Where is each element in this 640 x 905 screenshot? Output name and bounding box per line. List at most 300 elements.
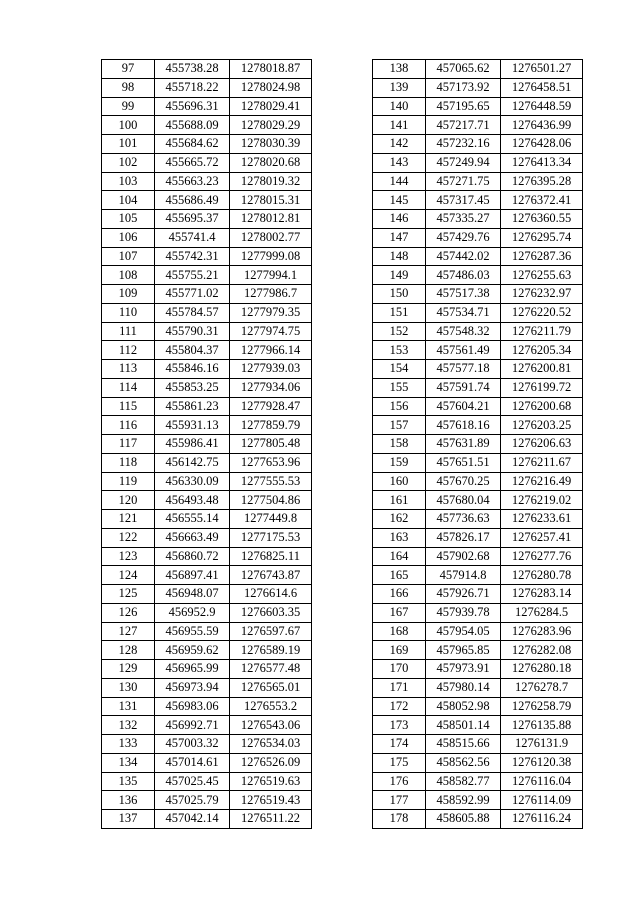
x-coordinate-cell: 455688.09 xyxy=(155,116,230,135)
table-row xyxy=(102,435,312,454)
x-coordinate-cell: 457973.91 xyxy=(426,660,501,679)
x-coordinate-cell: 457042.14 xyxy=(155,810,230,829)
table-row xyxy=(373,753,583,772)
point-number-cell: 167 xyxy=(373,603,426,622)
y-coordinate-cell: 1276283.96 xyxy=(501,622,583,641)
table-row xyxy=(373,416,583,435)
y-coordinate-cell: 1276255.63 xyxy=(501,266,583,285)
y-coordinate-cell: 1276200.68 xyxy=(501,397,583,416)
table-row xyxy=(373,453,583,472)
x-coordinate-cell: 458562.56 xyxy=(426,753,501,772)
table-row xyxy=(102,603,312,622)
table-row xyxy=(102,341,312,360)
y-coordinate-cell: 1277999.08 xyxy=(230,247,312,266)
point-number-cell: 156 xyxy=(373,397,426,416)
point-number-cell: 116 xyxy=(102,416,155,435)
x-coordinate-cell: 455665.72 xyxy=(155,153,230,172)
x-coordinate-cell: 457486.03 xyxy=(426,266,501,285)
table-row xyxy=(102,791,312,810)
point-number-cell: 133 xyxy=(102,735,155,754)
x-coordinate-cell: 458592.99 xyxy=(426,791,501,810)
table-row xyxy=(373,153,583,172)
y-coordinate-cell: 1278024.98 xyxy=(230,78,312,97)
table-row xyxy=(102,78,312,97)
point-number-cell: 165 xyxy=(373,566,426,585)
x-coordinate-cell: 457604.21 xyxy=(426,397,501,416)
point-number-cell: 113 xyxy=(102,360,155,379)
x-coordinate-cell: 456973.94 xyxy=(155,678,230,697)
x-coordinate-cell: 457534.71 xyxy=(426,303,501,322)
point-number-cell: 137 xyxy=(102,810,155,829)
x-coordinate-cell: 457914.8 xyxy=(426,566,501,585)
table-row xyxy=(102,472,312,491)
point-number-cell: 112 xyxy=(102,341,155,360)
point-number-cell: 173 xyxy=(373,716,426,735)
x-coordinate-cell: 455684.62 xyxy=(155,135,230,154)
x-coordinate-cell: 455861.23 xyxy=(155,397,230,416)
x-coordinate-cell: 455790.31 xyxy=(155,322,230,341)
point-number-cell: 131 xyxy=(102,697,155,716)
y-coordinate-cell: 1276501.27 xyxy=(501,60,583,79)
x-coordinate-cell: 457025.45 xyxy=(155,772,230,791)
y-coordinate-cell: 1278015.31 xyxy=(230,191,312,210)
table-row xyxy=(102,135,312,154)
point-number-cell: 99 xyxy=(102,97,155,116)
table-row xyxy=(102,772,312,791)
x-coordinate-cell: 457631.89 xyxy=(426,435,501,454)
x-coordinate-cell: 456955.59 xyxy=(155,622,230,641)
point-number-cell: 149 xyxy=(373,266,426,285)
point-number-cell: 170 xyxy=(373,660,426,679)
x-coordinate-cell: 456959.62 xyxy=(155,641,230,660)
point-number-cell: 109 xyxy=(102,285,155,304)
table-row xyxy=(102,172,312,191)
table-row xyxy=(373,510,583,529)
y-coordinate-cell: 1276232.97 xyxy=(501,285,583,304)
x-coordinate-cell: 456493.48 xyxy=(155,491,230,510)
table-row xyxy=(373,791,583,810)
x-coordinate-cell: 456948.07 xyxy=(155,585,230,604)
y-coordinate-cell: 1276458.51 xyxy=(501,78,583,97)
table-row xyxy=(373,397,583,416)
x-coordinate-cell: 457003.32 xyxy=(155,735,230,754)
point-number-cell: 101 xyxy=(102,135,155,154)
table-row xyxy=(373,641,583,660)
table-row xyxy=(102,510,312,529)
y-coordinate-cell: 1276597.67 xyxy=(230,622,312,641)
point-number-cell: 118 xyxy=(102,453,155,472)
x-coordinate-cell: 457680.04 xyxy=(426,491,501,510)
x-coordinate-cell: 457939.78 xyxy=(426,603,501,622)
y-coordinate-cell: 1277994.1 xyxy=(230,266,312,285)
y-coordinate-cell: 1276743.87 xyxy=(230,566,312,585)
y-coordinate-cell: 1276258.79 xyxy=(501,697,583,716)
x-coordinate-cell: 457217.71 xyxy=(426,116,501,135)
y-coordinate-cell: 1276553.2 xyxy=(230,697,312,716)
x-coordinate-cell: 455695.37 xyxy=(155,210,230,229)
table-row xyxy=(373,78,583,97)
point-number-cell: 106 xyxy=(102,228,155,247)
point-number-cell: 111 xyxy=(102,322,155,341)
x-coordinate-cell: 458515.66 xyxy=(426,735,501,754)
point-number-cell: 177 xyxy=(373,791,426,810)
table-row xyxy=(102,397,312,416)
table-row xyxy=(102,753,312,772)
y-coordinate-cell: 1276543.06 xyxy=(230,716,312,735)
y-coordinate-cell: 1276282.08 xyxy=(501,641,583,660)
y-coordinate-cell: 1277449.8 xyxy=(230,510,312,529)
y-coordinate-cell: 1278018.87 xyxy=(230,60,312,79)
y-coordinate-cell: 1276565.01 xyxy=(230,678,312,697)
y-coordinate-cell: 1276287.36 xyxy=(501,247,583,266)
y-coordinate-cell: 1276120.38 xyxy=(501,753,583,772)
y-coordinate-cell: 1276589.19 xyxy=(230,641,312,660)
x-coordinate-cell: 457173.92 xyxy=(426,78,501,97)
table-row xyxy=(373,716,583,735)
point-number-cell: 150 xyxy=(373,285,426,304)
y-coordinate-cell: 1277986.7 xyxy=(230,285,312,304)
x-coordinate-cell: 455742.31 xyxy=(155,247,230,266)
x-coordinate-cell: 457618.16 xyxy=(426,416,501,435)
x-coordinate-cell: 456555.14 xyxy=(155,510,230,529)
x-coordinate-cell: 458582.77 xyxy=(426,772,501,791)
x-coordinate-cell: 457442.02 xyxy=(426,247,501,266)
x-coordinate-cell: 457591.74 xyxy=(426,378,501,397)
y-coordinate-cell: 1276428.06 xyxy=(501,135,583,154)
point-number-cell: 108 xyxy=(102,266,155,285)
point-number-cell: 176 xyxy=(373,772,426,791)
y-coordinate-cell: 1278029.41 xyxy=(230,97,312,116)
table-row xyxy=(373,547,583,566)
point-number-cell: 115 xyxy=(102,397,155,416)
point-number-cell: 153 xyxy=(373,341,426,360)
x-coordinate-cell: 456860.72 xyxy=(155,547,230,566)
point-number-cell: 143 xyxy=(373,153,426,172)
table-row xyxy=(373,603,583,622)
y-coordinate-cell: 1276577.48 xyxy=(230,660,312,679)
x-coordinate-cell: 458605.88 xyxy=(426,810,501,829)
x-coordinate-cell: 457025.79 xyxy=(155,791,230,810)
table-row xyxy=(102,322,312,341)
x-coordinate-cell: 457317.45 xyxy=(426,191,501,210)
y-coordinate-cell: 1276211.79 xyxy=(501,322,583,341)
table-row xyxy=(102,453,312,472)
point-number-cell: 117 xyxy=(102,435,155,454)
point-number-cell: 125 xyxy=(102,585,155,604)
point-number-cell: 145 xyxy=(373,191,426,210)
table-row xyxy=(373,622,583,641)
point-number-cell: 162 xyxy=(373,510,426,529)
point-number-cell: 166 xyxy=(373,585,426,604)
point-number-cell: 123 xyxy=(102,547,155,566)
table-row xyxy=(102,622,312,641)
y-coordinate-cell: 1276511.22 xyxy=(230,810,312,829)
x-coordinate-cell: 455696.31 xyxy=(155,97,230,116)
x-coordinate-cell: 458052.98 xyxy=(426,697,501,716)
point-number-cell: 107 xyxy=(102,247,155,266)
point-number-cell: 126 xyxy=(102,603,155,622)
table-row xyxy=(373,772,583,791)
y-coordinate-cell: 1276216.49 xyxy=(501,472,583,491)
point-number-cell: 169 xyxy=(373,641,426,660)
y-coordinate-cell: 1276448.59 xyxy=(501,97,583,116)
y-coordinate-cell: 1277555.53 xyxy=(230,472,312,491)
table-row xyxy=(102,285,312,304)
point-number-cell: 132 xyxy=(102,716,155,735)
x-coordinate-cell: 455931.13 xyxy=(155,416,230,435)
y-coordinate-cell: 1276280.78 xyxy=(501,566,583,585)
x-coordinate-cell: 457736.63 xyxy=(426,510,501,529)
table-row xyxy=(373,660,583,679)
y-coordinate-cell: 1276199.72 xyxy=(501,378,583,397)
table-row xyxy=(102,697,312,716)
x-coordinate-cell: 457065.62 xyxy=(426,60,501,79)
y-coordinate-cell: 1276233.61 xyxy=(501,510,583,529)
table-row xyxy=(373,472,583,491)
y-coordinate-cell: 1277859.79 xyxy=(230,416,312,435)
point-number-cell: 138 xyxy=(373,60,426,79)
x-coordinate-cell: 455846.16 xyxy=(155,360,230,379)
x-coordinate-cell: 457249.94 xyxy=(426,153,501,172)
y-coordinate-cell: 1277653.96 xyxy=(230,453,312,472)
table-row xyxy=(102,547,312,566)
point-number-cell: 172 xyxy=(373,697,426,716)
x-coordinate-cell: 457902.68 xyxy=(426,547,501,566)
point-number-cell: 168 xyxy=(373,622,426,641)
x-coordinate-cell: 457429.76 xyxy=(426,228,501,247)
point-number-cell: 114 xyxy=(102,378,155,397)
x-coordinate-cell: 457271.75 xyxy=(426,172,501,191)
y-coordinate-cell: 1276526.09 xyxy=(230,753,312,772)
table-row xyxy=(102,735,312,754)
y-coordinate-cell: 1276131.9 xyxy=(501,735,583,754)
y-coordinate-cell: 1276284.5 xyxy=(501,603,583,622)
x-coordinate-cell: 458501.14 xyxy=(426,716,501,735)
table-row xyxy=(373,266,583,285)
point-number-cell: 134 xyxy=(102,753,155,772)
table-row xyxy=(373,360,583,379)
y-coordinate-cell: 1276116.24 xyxy=(501,810,583,829)
x-coordinate-cell: 455771.02 xyxy=(155,285,230,304)
x-coordinate-cell: 456142.75 xyxy=(155,453,230,472)
y-coordinate-cell: 1276205.34 xyxy=(501,341,583,360)
point-number-cell: 147 xyxy=(373,228,426,247)
point-number-cell: 163 xyxy=(373,528,426,547)
y-coordinate-cell: 1277805.48 xyxy=(230,435,312,454)
table-row xyxy=(102,660,312,679)
x-coordinate-cell: 457577.18 xyxy=(426,360,501,379)
table-row xyxy=(373,810,583,829)
point-number-cell: 155 xyxy=(373,378,426,397)
point-number-cell: 139 xyxy=(373,78,426,97)
table-row xyxy=(373,566,583,585)
table-row xyxy=(102,585,312,604)
point-number-cell: 161 xyxy=(373,491,426,510)
y-coordinate-cell: 1276395.28 xyxy=(501,172,583,191)
table-row xyxy=(102,266,312,285)
x-coordinate-cell: 457965.85 xyxy=(426,641,501,660)
x-coordinate-cell: 455853.25 xyxy=(155,378,230,397)
table-row xyxy=(102,247,312,266)
y-coordinate-cell: 1276211.67 xyxy=(501,453,583,472)
table-row xyxy=(373,585,583,604)
y-coordinate-cell: 1278020.68 xyxy=(230,153,312,172)
y-coordinate-cell: 1276206.63 xyxy=(501,435,583,454)
y-coordinate-cell: 1276825.11 xyxy=(230,547,312,566)
point-number-cell: 164 xyxy=(373,547,426,566)
y-coordinate-cell: 1277175.53 xyxy=(230,528,312,547)
table-row xyxy=(373,322,583,341)
point-number-cell: 142 xyxy=(373,135,426,154)
point-number-cell: 124 xyxy=(102,566,155,585)
y-coordinate-cell: 1276114.09 xyxy=(501,791,583,810)
y-coordinate-cell: 1276220.52 xyxy=(501,303,583,322)
point-number-cell: 105 xyxy=(102,210,155,229)
x-coordinate-cell: 455686.49 xyxy=(155,191,230,210)
table-row xyxy=(373,210,583,229)
point-number-cell: 130 xyxy=(102,678,155,697)
point-number-cell: 129 xyxy=(102,660,155,679)
x-coordinate-cell: 457232.16 xyxy=(426,135,501,154)
x-coordinate-cell: 455738.28 xyxy=(155,60,230,79)
point-number-cell: 175 xyxy=(373,753,426,772)
y-coordinate-cell: 1277974.75 xyxy=(230,322,312,341)
y-coordinate-cell: 1276200.81 xyxy=(501,360,583,379)
point-number-cell: 178 xyxy=(373,810,426,829)
x-coordinate-cell: 455755.21 xyxy=(155,266,230,285)
x-coordinate-cell: 455718.22 xyxy=(155,78,230,97)
y-coordinate-cell: 1277979.35 xyxy=(230,303,312,322)
table-row xyxy=(102,191,312,210)
table-row xyxy=(373,678,583,697)
x-coordinate-cell: 456897.41 xyxy=(155,566,230,585)
table-row xyxy=(373,228,583,247)
x-coordinate-cell: 456965.99 xyxy=(155,660,230,679)
coordinate-table-left xyxy=(101,59,312,829)
x-coordinate-cell: 457548.32 xyxy=(426,322,501,341)
table-row xyxy=(102,378,312,397)
table-row xyxy=(373,97,583,116)
point-number-cell: 144 xyxy=(373,172,426,191)
point-number-cell: 100 xyxy=(102,116,155,135)
y-coordinate-cell: 1277934.06 xyxy=(230,378,312,397)
table-row xyxy=(102,678,312,697)
y-coordinate-cell: 1276280.18 xyxy=(501,660,583,679)
y-coordinate-cell: 1276372.41 xyxy=(501,191,583,210)
y-coordinate-cell: 1276519.63 xyxy=(230,772,312,791)
y-coordinate-cell: 1276360.55 xyxy=(501,210,583,229)
point-number-cell: 104 xyxy=(102,191,155,210)
y-coordinate-cell: 1276436.99 xyxy=(501,116,583,135)
x-coordinate-cell: 457517.38 xyxy=(426,285,501,304)
table-row xyxy=(102,641,312,660)
table-row xyxy=(102,491,312,510)
y-coordinate-cell: 1278012.81 xyxy=(230,210,312,229)
table-row xyxy=(102,566,312,585)
x-coordinate-cell: 457651.51 xyxy=(426,453,501,472)
x-coordinate-cell: 455663.23 xyxy=(155,172,230,191)
table-row xyxy=(373,697,583,716)
point-number-cell: 135 xyxy=(102,772,155,791)
y-coordinate-cell: 1277939.03 xyxy=(230,360,312,379)
point-number-cell: 97 xyxy=(102,60,155,79)
point-number-cell: 128 xyxy=(102,641,155,660)
y-coordinate-cell: 1276413.34 xyxy=(501,153,583,172)
point-number-cell: 103 xyxy=(102,172,155,191)
table-row xyxy=(102,716,312,735)
point-number-cell: 151 xyxy=(373,303,426,322)
x-coordinate-cell: 456663.49 xyxy=(155,528,230,547)
table-row xyxy=(373,303,583,322)
point-number-cell: 121 xyxy=(102,510,155,529)
point-number-cell: 136 xyxy=(102,791,155,810)
y-coordinate-cell: 1276203.25 xyxy=(501,416,583,435)
table-row xyxy=(373,60,583,79)
y-coordinate-cell: 1278002.77 xyxy=(230,228,312,247)
x-coordinate-cell: 455741.4 xyxy=(155,228,230,247)
table-row xyxy=(102,416,312,435)
point-number-cell: 148 xyxy=(373,247,426,266)
point-number-cell: 119 xyxy=(102,472,155,491)
x-coordinate-cell: 457980.14 xyxy=(426,678,501,697)
y-coordinate-cell: 1276219.02 xyxy=(501,491,583,510)
point-number-cell: 152 xyxy=(373,322,426,341)
table-row xyxy=(373,435,583,454)
point-number-cell: 110 xyxy=(102,303,155,322)
x-coordinate-cell: 457826.17 xyxy=(426,528,501,547)
x-coordinate-cell: 456983.06 xyxy=(155,697,230,716)
table-row xyxy=(373,135,583,154)
x-coordinate-cell: 457561.49 xyxy=(426,341,501,360)
x-coordinate-cell: 457954.05 xyxy=(426,622,501,641)
x-coordinate-cell: 455784.57 xyxy=(155,303,230,322)
y-coordinate-cell: 1276116.04 xyxy=(501,772,583,791)
x-coordinate-cell: 457195.65 xyxy=(426,97,501,116)
x-coordinate-cell: 456330.09 xyxy=(155,472,230,491)
x-coordinate-cell: 456992.71 xyxy=(155,716,230,735)
point-number-cell: 120 xyxy=(102,491,155,510)
y-coordinate-cell: 1276519.43 xyxy=(230,791,312,810)
x-coordinate-cell: 457926.71 xyxy=(426,585,501,604)
table-row xyxy=(102,210,312,229)
x-coordinate-cell: 456952.9 xyxy=(155,603,230,622)
table-row xyxy=(102,228,312,247)
y-coordinate-cell: 1276135.88 xyxy=(501,716,583,735)
table-row xyxy=(373,247,583,266)
x-coordinate-cell: 455804.37 xyxy=(155,341,230,360)
point-number-cell: 127 xyxy=(102,622,155,641)
point-number-cell: 154 xyxy=(373,360,426,379)
table-row xyxy=(102,97,312,116)
point-number-cell: 157 xyxy=(373,416,426,435)
x-coordinate-cell: 455986.41 xyxy=(155,435,230,454)
table-row xyxy=(102,116,312,135)
y-coordinate-cell: 1278029.29 xyxy=(230,116,312,135)
y-coordinate-cell: 1277928.47 xyxy=(230,397,312,416)
point-number-cell: 141 xyxy=(373,116,426,135)
point-number-cell: 171 xyxy=(373,678,426,697)
y-coordinate-cell: 1277504.86 xyxy=(230,491,312,510)
table-row xyxy=(102,360,312,379)
point-number-cell: 159 xyxy=(373,453,426,472)
table-row xyxy=(102,303,312,322)
table-row xyxy=(102,810,312,829)
y-coordinate-cell: 1276257.41 xyxy=(501,528,583,547)
point-number-cell: 160 xyxy=(373,472,426,491)
table-row xyxy=(373,341,583,360)
y-coordinate-cell: 1276283.14 xyxy=(501,585,583,604)
y-coordinate-cell: 1276295.74 xyxy=(501,228,583,247)
